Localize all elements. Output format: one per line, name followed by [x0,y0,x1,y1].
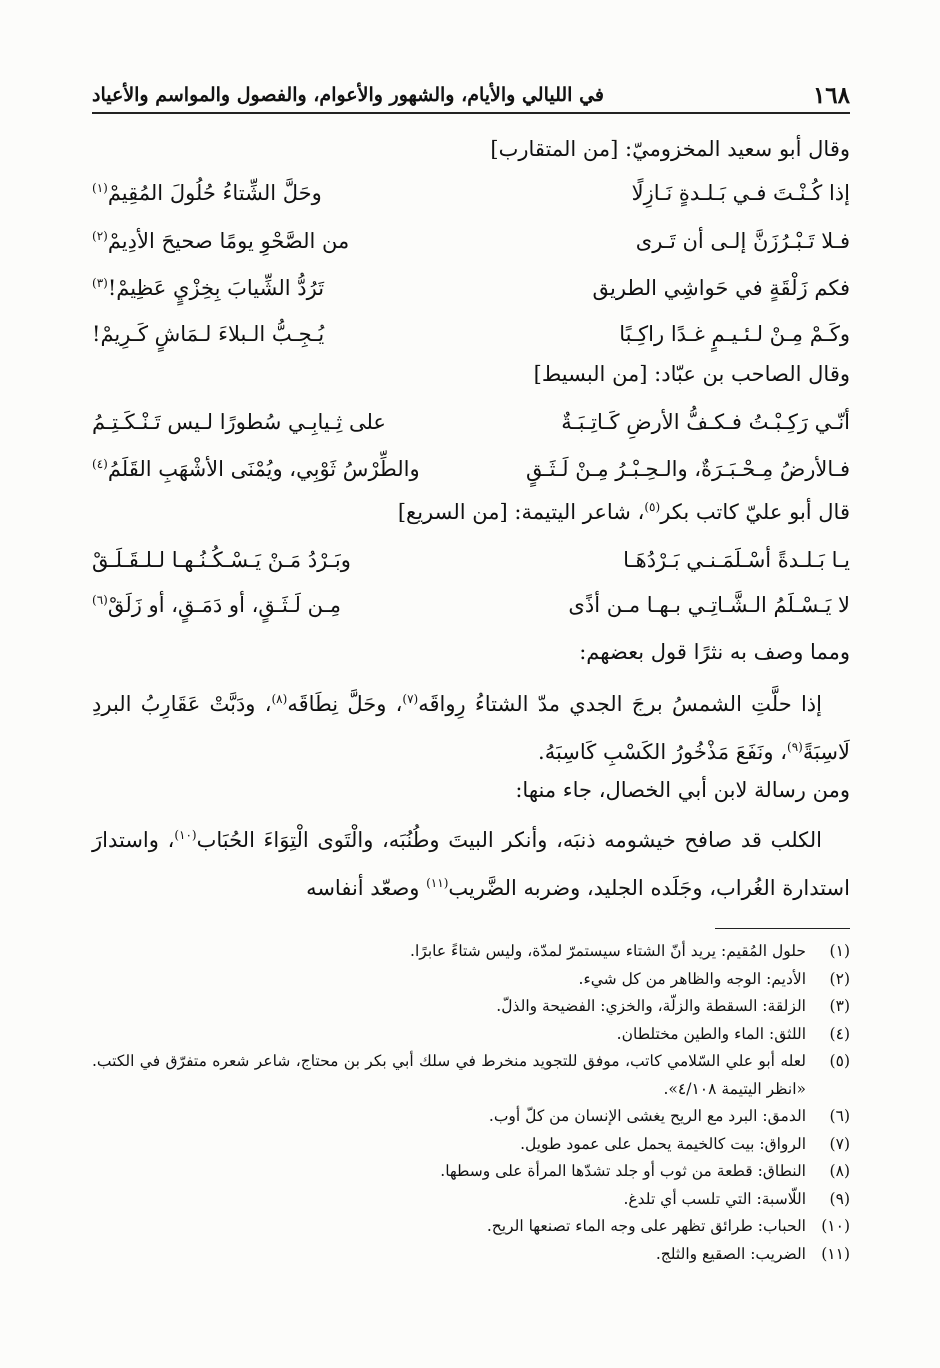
prose-intro: ومما وصف به نثرًا قول بعضهم: [579,640,850,664]
verse-line [92,585,850,625]
verse-second-hemistich: تَرُدُّ الشِّيابَ بِخِزْيٍ عَظِيمْ!$^{(٣)}$ [92,276,325,300]
footnote-ref: (٣) [92,276,108,290]
footnote-ref: (٦) [92,593,108,607]
poem-intro: وقال الصاحب بن عبّاد: [من البسيط] [533,362,850,386]
footnote-ref: (٩) [787,740,803,754]
footnote-item: (١) حلول المُقيم: يريد أنّ الشتاء سيستمرّ لمدّة، وليس شتاءً عابرًا. [410,942,850,960]
footnote-item: (٧) الرواق: بيت كالخيمة يحمل على عمود طويل. [520,1134,850,1153]
footnote-separator [715,928,850,929]
footnote-ref: (٤) [92,457,108,471]
verse-second-hemistich: وحَلَّ الشِّتاءُ حُلُولَ المُقِيمْ$^{(١)}$ [92,181,322,205]
footnote-item: (٢) الأديم: الوجه والظاهر من كل شيء. [578,969,850,988]
verse-first-hemistich: وكَـمْ مِـنْ لـئـيـمٍ غـدًا راكِـبًا [619,322,850,346]
verse-second-hemistich: والطِّرْسُ ثَوْبِي، ويُمْنَى الأشْهَبِ القَلَمُ$^{(٤)}$ [92,457,420,481]
prose-paragraph: الكلب قد صافح خيشومه ذنبَه، وأنكر البيتَ وطُنُبَه، والْتَوى الْتِوَاءَ الحُبَاب$^{(١٠)}$، واستدارَ استدارة الغُراب، وجَلَده الجليد، وضربه الضَّريب$^{(١١)}$ وصعّد أنفاسه [92,828,850,900]
footnote-ref: (١٠) [174,828,197,842]
verse-line [92,540,850,580]
verse-line [92,314,850,354]
footnote-ref: (٥) [644,500,661,514]
prose-paragraph: إذا حلَّتِ الشمسُ برجَ الجدي مدّ الشتاءُ رِواقَه$^{(٧)}$، وحَلَّ نِطَاقَه$^{(٨)}$، ودَبَّتْ عَقَارِبُ البردِ لَاسِبَةً$^{(٩)}$، ونَفَعَ مَذْخُورُ الكَسْبِ كَاسِبَهُ. [92,692,850,764]
verse-line [92,268,850,308]
verse-second-hemistich: يُـجِـبُّ الـبلاءَ لـمَاشٍ كَـرِيمْ! [92,322,325,346]
footnote-ref: (٨) [271,692,288,706]
verse-line [92,402,850,442]
verse-first-hemistich: فـلا تَـبْـرُزَنَّ إلـى أن تَـرى [635,229,850,253]
page-number: ١٦٨ [812,81,850,109]
verse-first-hemistich: لا يَـسْـلَمُ الـشَّـاتِـي بـهـا مـن أذًى [568,593,850,617]
footnote-ref: (٢) [92,229,108,243]
verse-line [92,221,850,261]
verse-second-hemistich: وبَـرْدُ مَـنْ يَـسْـكُـنُـهـا لـلـقَـلَـقْ [92,548,351,572]
footnote-item: (٩) اللّاسبة: التي تلسب أي تلدغ. [623,1189,850,1208]
verse-second-hemistich: على ثِـيابِـي سُطورًا لـيس تَـنْـكَـتِـمُ [92,410,386,434]
verse-second-hemistich: من الصَّحْوِ يومًا صحيحَ الأدِيمْ$^{(٢)}$ [92,229,350,253]
footnote-ref: (١) [92,181,108,195]
footnote-item: (٨) النطاق: قطعة من ثوب أو جلد تشدّها المرأة على وسطها. [440,1162,850,1180]
footnote-item: (٥) لعله أبو علي السّلامي كاتب، موفق للتجويد منخرط في سلك أبي بكر بن محتاج، شاعر شعره متفرّق في الكتب. «انظر اليتيمة ٤/١٠٨». [92,1052,850,1098]
verse-line [92,449,850,489]
footnote-item: (١١) الضريب: الصقيع والثلج. [655,1244,850,1263]
prose-intro: ومن رسالة لابن أبي الخصال، جاء منها: [515,778,850,802]
page-header [92,78,850,114]
verse-second-hemistich: مِـن لَـثَـقٍ، أو دَمَـقٍ، أو زَلَقْ$^{(٦)}$ [92,593,341,617]
footnote-item: (٦) الدمق: البرد مع الريح يغشى الإنسان من كلّ أوب. [488,1107,850,1125]
footnote-ref: (١١) [426,876,449,890]
poem-intro: قال أبو عليّ كاتب بكر$^{(٥)}$، شاعر اليتيمة: [من السريع] [397,500,850,524]
verse-first-hemistich: يـا بَـلـدةً أسْـلَمَـنـي بَـرْدُهَـا [623,548,850,572]
footnote-ref: (٧) [402,692,419,706]
footnotes-list [92,938,850,1268]
running-title: في الليالي والأيام، والشهور والأعوام، والفصول والمواسم والأعياد [92,84,604,106]
verse-first-hemistich: إذا كُـنْـتَ فـي بَـلـدةٍ نَـازِلًا [631,181,850,205]
footnote-item: (١٠) الحباب: طرائق تظهر على وجه الماء تصنعها الريح. [486,1217,850,1235]
poem-intro: وقال أبو سعيد المخزوميّ: [من المتقارب] [490,137,850,161]
verse-first-hemistich: فـالأرضُ مِـحْـبَـرَةٌ، والـحِـبْـرُ مِـنْ لَـثَـقٍ [525,457,850,481]
verse-first-hemistich: فكم زَلْقَةٍ في حَواشِي الطريق [592,276,850,300]
footnote-item: (٤) اللثق: الماء والطين مختلطان. [616,1024,850,1043]
footnote-item: (٣) الزلقة: السقطة والزلّة، والخزي: الفضيحة والذلّ. [496,997,850,1015]
verse-first-hemistich: أنّـي رَكِـبْـتُ فـكـفُّ الأرضِ كَـاتِـبَـةٌ [561,410,850,434]
verse-line [92,173,850,213]
